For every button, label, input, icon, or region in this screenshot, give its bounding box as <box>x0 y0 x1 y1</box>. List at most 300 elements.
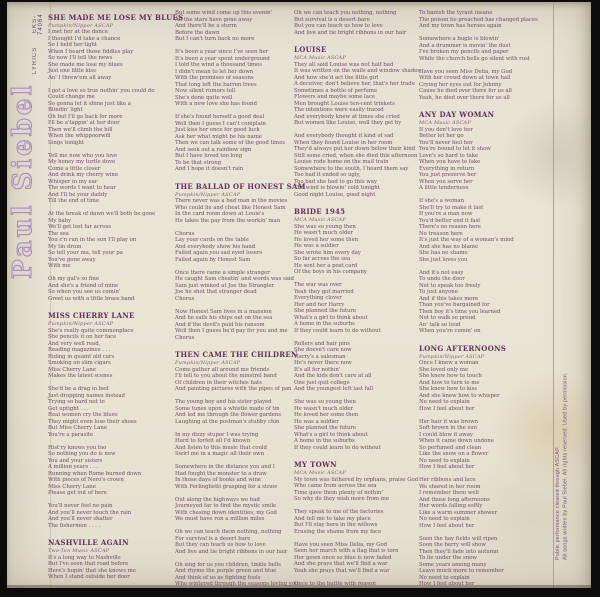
lyric-line: The words I want to hear <box>48 185 116 191</box>
lyric-line: Well then I guess I can't complain <box>175 120 266 127</box>
lyric-line: And led me through the flower gardens <box>175 412 282 418</box>
lyric-line: Not to speak too freely <box>419 282 481 289</box>
lyric-line: Have you seen Miss Delia, my God <box>419 68 513 75</box>
lyric-line: Good night Louise, good night <box>294 191 376 198</box>
lyric-line: The young boy and his sister played <box>175 399 272 405</box>
lyric-line: She'd be a drag in bed <box>48 386 109 392</box>
lyric-line: What's a girl to think about <box>294 431 368 438</box>
lyric-line: But they can teach us how to love <box>175 542 266 548</box>
lyric-line: So I held her tight <box>48 42 98 48</box>
lyric-line: When I heard those fiddles play <box>48 48 134 55</box>
lyric-line: When I stand outside her door <box>48 574 130 580</box>
lyric-line: She has no shame <box>419 250 468 256</box>
lyric-line: Then boy it's time you learned <box>419 308 501 315</box>
lyric-line: He loved her some then <box>294 236 359 243</box>
lyric-line: Men brought Louise ten-cent trinkets <box>294 100 395 107</box>
song-credit: MCA Music ASCAP <box>419 120 471 126</box>
lyric-line: Running when Rome burned down <box>48 470 142 477</box>
lyric-line: Chorus <box>175 230 195 237</box>
lyric-line: So nothing you do is new <box>48 451 116 457</box>
lyric-line: And she's a friend of mine <box>48 282 119 289</box>
lyric-line: Failed again you sad eyed losers <box>175 250 263 256</box>
song-title: THEN CAME THE CHILDREN <box>175 350 298 359</box>
lyric-line: She wrote him every day <box>294 249 361 256</box>
lyric-line: Like the snow on a flower <box>419 451 489 457</box>
song-title: ANY DAY WOMAN <box>419 110 495 119</box>
lyric-line: He takes the pay from the workin' man <box>175 217 281 224</box>
lyric-line: Had fought the monster to a draw <box>175 470 267 477</box>
lyric-line: So now I'll tell the news <box>48 55 113 61</box>
lyric-line: You and your sisters <box>48 457 103 464</box>
lyric-line: And a drummer is movin' the dust <box>419 42 511 49</box>
lyric-line: He loved her some then <box>294 412 359 418</box>
lyric-line: With her crowd down at town hall <box>419 75 511 81</box>
lyric-line: Reading magazines . . . <box>48 347 111 353</box>
lyric-line: He's never there now <box>294 360 352 366</box>
lyric-line: A home in the suburbs <box>294 438 355 444</box>
lyric-line: You'd better end it fast <box>419 217 481 224</box>
lyric-line: She just loves you <box>419 256 468 263</box>
lyric-line: So when you see us comin' <box>48 289 121 295</box>
lyric-line: Like a warm summer shower <box>419 509 498 516</box>
lyric-line: And it's not easy <box>419 269 464 276</box>
lyric-line: But you can teach us how to love <box>294 23 383 29</box>
lyric-line: So gonna let it shine just like a <box>48 100 131 107</box>
lyric-line: Greet us with a little brass band <box>48 295 135 302</box>
lyric-line: He sent her a post card <box>294 262 358 269</box>
lyric-line: Oh my gal's so fine <box>48 276 99 282</box>
lyric-line: She loved only me <box>419 366 469 373</box>
lyric-line: You'll never feel no pain <box>48 503 113 509</box>
song-title: MISS CHERRY LANE <box>48 311 135 320</box>
lyric-line: But I'll stay here in the willows <box>294 522 378 528</box>
lyric-line: Of children in their witches hats <box>175 379 262 386</box>
lyric-line: Her ribbons and lace <box>419 477 476 483</box>
lyric-line: She was so young then <box>294 399 356 405</box>
lyric-line: You just preserve her <box>419 172 477 178</box>
lyric-line: And very well read, <box>48 340 101 347</box>
lyric-line: I thought I'd take a chance <box>48 35 121 42</box>
lyric-line: If they could learn to do without <box>294 327 381 334</box>
lyric-line: Somewhere to the south, I heard them say <box>294 165 409 172</box>
lyric-line: Just kiss her once for good luck <box>175 127 260 133</box>
lyric-line: No need to explain <box>419 399 470 405</box>
lyric-line: When it came down undone <box>419 438 494 444</box>
lyric-line: Miss Cherry Lane <box>48 366 96 373</box>
lyric-line: And live and tie bright ribbons in our hair <box>294 29 407 36</box>
lyric-line: But I've seen that road before <box>48 561 129 567</box>
lyric-line: Flowers and maybe some lace <box>294 94 375 100</box>
lyric-line: Lay your cards on the table <box>175 237 249 243</box>
lyric-line: While the church bells go silent with rust <box>419 55 530 62</box>
lyric-line: Who wintered through the seasons loving you <box>175 581 299 587</box>
lyric-line: How I feel about her <box>419 581 475 587</box>
lyric-line: The sea <box>48 230 69 237</box>
lyric-line: To be that strong <box>175 159 222 166</box>
lyric-line: Please get out of here <box>48 490 107 496</box>
lyric-line: My tin drum <box>48 243 82 250</box>
lyric-line: And if this takes more <box>419 295 479 302</box>
lyric-line: Before the dawn <box>175 29 220 36</box>
lyric-line: Sometimes a bottle of perfume <box>294 87 377 94</box>
song-credit: Pumpkin/Nipper ASCAP <box>419 353 485 360</box>
lyric-line: With pieces of Nero's crown <box>48 477 124 483</box>
lyric-line: Love's so hard to take <box>419 152 479 159</box>
lyric-line: In the card room down at Louie's <box>175 211 265 217</box>
lyric-line: Everything in return <box>419 165 475 172</box>
lyric-line: Then they'll fade into autumn <box>419 548 499 555</box>
lyric-line: And drink my cherry wine <box>48 172 118 178</box>
lyric-line: Blindin' light <box>48 107 83 113</box>
lyric-line: And everybody show his hand <box>175 243 256 250</box>
lyric-line: Harry's a salesman <box>294 353 346 360</box>
lyric-line: What's a girl to think about <box>294 314 368 321</box>
lyric-line: Failed again by Honest Sam <box>175 256 251 263</box>
lyric-line: And listen to this music that could <box>175 444 267 451</box>
lyric-line: And you'll never touch the rain <box>48 509 132 516</box>
lyric-line: Her gown once so blue is now faded <box>294 554 392 561</box>
lyric-line: Tell me now who you love <box>48 152 118 159</box>
lyric-line: Come a little closer <box>48 165 101 172</box>
lyric-line: To undo the door <box>419 276 465 282</box>
lyric-line: No need to explain <box>419 516 470 522</box>
lyric-line: There never was a bad man in the movies <box>175 198 288 204</box>
lyric-line: Her hair it was brown <box>419 418 479 425</box>
song-credit: Pumpkin/Nipper ASCAP <box>48 22 114 29</box>
lyric-line: If she's a woman <box>419 198 465 204</box>
song-title: MY TOWN <box>294 460 337 469</box>
lyric-line: She's done quite well <box>175 94 233 101</box>
lyric-line: And I hope it doesn't rain <box>175 166 244 172</box>
lyric-line: The poison he preached has changed places <box>419 16 538 23</box>
lyric-line: Not to walk so proud <box>419 315 476 321</box>
lyric-line: But survival is a desert bare <box>294 16 370 23</box>
lyric-line: Now Honest Sam lives in a mansion <box>175 308 272 315</box>
lyric-line: I met her at the dance <box>48 29 108 35</box>
lyric-line: Yeah, he died over there for us all <box>419 94 510 101</box>
lyric-line: And she knew how to whisper <box>419 392 500 399</box>
lyric-line: They might even lose their shoes <box>48 418 137 425</box>
lyric-line: Everything clover <box>294 295 342 301</box>
lyric-line: Seen her march with a flag that is torn <box>294 548 399 554</box>
lyric-line: She doesn't care now <box>294 347 352 353</box>
lyric-line: We shared in her room <box>419 483 481 490</box>
lyric-line: Hist'ry knows you too <box>48 444 107 451</box>
lyric-line: If she's found herself a good deal <box>175 114 265 120</box>
lyric-line: To just anyone <box>419 289 458 295</box>
lyric-line: So far across the sea <box>294 256 351 262</box>
lyric-line: He was a soldier <box>294 418 339 425</box>
song-title: LONG AFTERNOONS <box>419 343 507 353</box>
lyric-line: Somewhere in the distance you and I <box>175 464 275 470</box>
song-credit: MCA Music ASCAP <box>294 217 346 223</box>
lyric-line: They speak to me of the factories <box>294 509 384 515</box>
lyric-line: That long left the barren trees <box>175 81 257 88</box>
lyric-line: Who could lie and cheat like Honest Sam <box>175 204 286 211</box>
lyric-line: It's just the way of a woman's mind <box>419 237 514 243</box>
lyric-line: If you're a man now <box>419 211 473 217</box>
lyric-line: The fishermen . . . . <box>48 522 101 529</box>
lyric-line: She'll try to make it last <box>419 204 484 211</box>
song-credit: MCA Music ASCAP <box>294 470 346 476</box>
lyric-line: You're bound to let it show <box>419 146 491 152</box>
lyric-line: Journeyed far to find the mystic smile <box>175 503 277 509</box>
lyric-line: My town was fathered by orphans, praise God <box>294 476 419 483</box>
lyric-line: How I feel about her <box>419 464 475 470</box>
lyric-line: I remember them well <box>419 490 479 496</box>
lyric-line: Whisper in my ear <box>48 178 98 185</box>
lyric-line: One just quit college <box>294 379 350 386</box>
lyric-line: Too bad it ended so ugly, <box>294 172 361 178</box>
lyric-line: He was a soldier <box>294 243 339 249</box>
lyric-line: Chorus <box>175 334 195 341</box>
lyric-line: With the promises of seasons <box>175 75 254 81</box>
lyric-line: An' talk so loud <box>419 321 461 328</box>
lyric-line: I'll tell to you about the minstrel band <box>175 373 277 379</box>
lyric-line: Have you seen Miss Delia, my God <box>294 541 388 548</box>
lyric-line: Out along the highways we had <box>175 496 260 503</box>
lyric-line: Smoking on slim cigars <box>48 360 111 366</box>
lyric-line: He caught Sam cheatin' and words was said <box>175 276 294 282</box>
lyrics-column-1 <box>48 10 184 581</box>
lyric-line: Trying so hard not to <box>48 399 105 405</box>
lyric-line: Makes the latest scenes <box>48 373 113 379</box>
lyric-line: Then we'll climb the hill <box>48 126 113 133</box>
lyric-line: Once there came a simple stranger <box>175 269 270 276</box>
lyric-line: The war was over <box>294 282 342 288</box>
lyric-line: Soon the hay fields will ripen <box>419 535 498 542</box>
lyric-line: The wind is blowin' cold tonight <box>294 185 380 191</box>
lyric-line: And live and tie bright ribbons in our hair <box>175 548 288 555</box>
lyric-line: Louise rode home on the mail train <box>294 159 389 165</box>
lyric-line: Here's hopin' that she knows me <box>48 567 136 574</box>
lyric-line: It's all for nothin' <box>294 366 341 373</box>
lyric-line: Real women cry the blues <box>48 412 118 418</box>
lyric-line: It's been a year spent underground <box>175 55 270 62</box>
lyric-line: They all said Louise was not half bad <box>294 61 394 68</box>
song-title: NASHVILLE AGAIN <box>48 538 129 547</box>
lyric-line: And you'll never shatter <box>48 516 113 522</box>
lyric-line: Just one little kiss <box>48 68 96 74</box>
lyric-line: Come gather all around me friends <box>175 366 270 373</box>
lyric-line: The intentions were easily traced <box>294 107 384 113</box>
lyric-line: But I can't turn back no more <box>175 36 255 42</box>
lyric-line: Chorus <box>175 295 195 302</box>
lyric-line: How I feel about her <box>419 405 475 412</box>
lyric-line: Soon the berry will show <box>419 542 486 548</box>
lyric-line: All the stars have gone away <box>175 16 253 23</box>
lyric-line: Miss Cherry Lane <box>48 483 96 490</box>
lyric-line: A little tenderness <box>419 185 469 191</box>
lyric-line: Cause he died over there for us all <box>419 88 512 94</box>
lyric-line: Of the boys in his company <box>294 269 367 275</box>
lyric-line: It's a long way to Nashville <box>48 554 121 561</box>
song-title: BRIDE 1945 <box>294 207 346 216</box>
lyric-line: When you have to fake <box>419 159 481 165</box>
lyric-line: Then we can talk some of the good times <box>175 140 286 146</box>
lyric-line: With chasing down identities, my God <box>175 509 277 516</box>
lyric-line: And everybody thought it kind of sad <box>294 133 394 139</box>
lyric-line: And seek out a rainbow sign <box>175 146 252 153</box>
lyric-line: But women like Louise, well they get by <box>294 120 402 126</box>
lyric-line: How I feel about her <box>419 522 475 529</box>
rights-line-2: Public performance cleared through ASCAP. <box>555 446 561 560</box>
lyric-line: And think of us as fighting fools <box>175 574 261 581</box>
lyric-line: Well then I guess he'd pay for you and me <box>175 328 288 334</box>
lyric-line: Get uptight . . . <box>48 405 89 412</box>
rights-notice <box>554 370 570 560</box>
lyric-line: Laughing at the postman's stubby chin <box>175 418 280 425</box>
lyric-line: She knew how to touch <box>419 373 482 379</box>
lyric-line: And I'll be your daddy <box>48 191 108 198</box>
lyric-line: Oh sing for us you children, tinkle bells <box>175 561 281 568</box>
lyric-line: Too bad she had to go this way <box>294 178 377 185</box>
lyric-line: No need to explain <box>419 574 470 581</box>
lyric-line: When you serve her <box>419 178 473 185</box>
lyric-line: With a new love she has found <box>175 101 257 107</box>
lyric-line: A million years . . . <box>48 464 99 470</box>
lyric-line: Her and her Harry <box>294 301 345 308</box>
lyric-line: Hard to forfeit all I'd known <box>175 438 251 444</box>
lyric-line: Erasing the shame from my face <box>294 528 382 535</box>
lyric-line: And if the devil's paid his ransom <box>175 321 265 328</box>
lyric-line: It was written on the walls and window shades <box>294 68 420 74</box>
lyric-line: But Miss Cherry Lane <box>48 425 107 431</box>
lyric-line: My honey my turtle dove <box>48 159 116 165</box>
lyric-line: Oh but I'll go back for more <box>48 113 123 120</box>
lyric-line: For survival is a desert bare <box>175 535 251 542</box>
lyric-line: When they found Louise in her room <box>294 139 393 146</box>
lyric-line: Sam just winked at Joe the Strangler <box>175 282 275 289</box>
lyric-line: And tell me to take my place <box>294 515 371 522</box>
lyric-line: Once I knew a woman <box>419 360 479 366</box>
lyric-line: Somewhere a bugle is blowin' <box>419 36 500 42</box>
lyric-line: An' I threw'em all away <box>48 74 112 81</box>
lyric-line: I got a love so true nothin' you could do <box>48 87 155 94</box>
lyric-line: He wasn't much older <box>294 230 354 236</box>
lyric-line: In my dizzy stupor I was trying <box>175 431 259 438</box>
lyric-line: They'd always put her down below their kind <box>294 146 416 152</box>
lyric-line: She pencils it on her face <box>48 334 117 340</box>
lyric-line: You're a parasite <box>48 431 94 438</box>
lyric-line: But I have loved too long <box>175 153 243 159</box>
lyric-line: When you're comin' on <box>419 328 481 334</box>
lyric-line: And there'll be a storm <box>175 23 237 29</box>
lyric-line: She planned the future <box>294 308 357 314</box>
lyric-line: We must have run a million miles <box>175 516 265 522</box>
lyric-line: And my town has heroes again <box>419 23 502 29</box>
lyric-line: Some tunes upon a whistle made of tin <box>175 405 280 412</box>
artist-name: Paul Siebel <box>8 82 38 280</box>
lyric-line: You'll never fool her <box>419 139 473 146</box>
lyric-line: I told the wind a thousand times <box>175 62 262 68</box>
lyric-line: We'll get lost far across <box>48 224 111 230</box>
lyric-line: I'll be a'tappin' at her door <box>48 120 120 126</box>
lyric-line: And everybody knew at times she cried <box>294 113 400 120</box>
lyrics-column-2 <box>175 10 306 588</box>
lyric-line: Who came from across the sea <box>294 483 377 489</box>
lyric-line: Her words falling softly <box>419 503 483 509</box>
song-title: LOUISE <box>294 45 327 54</box>
lyric-line: At the break of dawn we'll both be gone <box>48 211 156 217</box>
lyric-line: So tell your ma, tell your pa <box>48 250 123 256</box>
lyric-line: She was so young then <box>294 223 356 230</box>
lyric-line: There's no reason here <box>419 224 481 230</box>
song-title: THE BALLAD OF HONEST SAM <box>175 181 306 191</box>
lyrics-column-4 <box>419 10 546 588</box>
catalog-number: EKS-74064 <box>32 13 44 35</box>
lyric-line: Than you've bargained for <box>419 302 490 308</box>
lyric-line: A home in the suburbs <box>294 321 355 327</box>
lyric-line: You've gone away <box>48 256 96 263</box>
lyric-line: Yeah she prays that we'll find a war <box>294 567 390 574</box>
lyric-line: I could blow it away <box>419 431 473 438</box>
lyric-line: No treason here <box>419 230 463 237</box>
lyric-line: My baby <box>48 217 72 224</box>
lyric-line: Crying her eyes out for Johnny <box>419 81 502 88</box>
lyric-line: But some wind come up this evenin' <box>175 10 272 16</box>
lyric-line: Joe he shot that stranger dead <box>175 289 257 295</box>
spine-label-lyrics: LYRICS <box>32 46 38 74</box>
lyric-line: I've broken my pencils and paper <box>419 49 509 55</box>
lyric-line: And she prays that we'll find a war <box>294 561 388 567</box>
lyric-line: And the kids don't care at all <box>294 373 372 379</box>
lyric-line: And how she'd act the little girl <box>294 74 379 81</box>
lyric-line: I didn't mean to let her down <box>175 68 254 75</box>
lyric-line: Time gave them plenty of nothin' <box>294 489 383 496</box>
lyric-line: Ask her what might be his name <box>175 133 262 140</box>
lyric-line: Rollers and hair pins <box>294 340 350 347</box>
lyric-line: No need to explain <box>419 457 470 464</box>
lyric-line: Now silent rumors tell <box>175 88 236 94</box>
lyric-line: She knew how to kiss <box>419 386 478 392</box>
lyric-line: And painting pictures with the pipes of pan <box>175 386 292 392</box>
lyric-line: To banish the tyrant insane <box>419 10 493 16</box>
lyric-line: Oh we can teach them nothing, nothing <box>175 529 282 535</box>
lyric-line: So perfumed and clean <box>419 444 482 451</box>
lyric-line: A deceiver, don't believe her, that's her trade <box>294 81 415 87</box>
song-credit: Two-Ten Music ASCAP <box>48 548 110 554</box>
lyric-line: She's really quite commonplace <box>48 327 134 334</box>
song-credit: Pumpkin/Nipper ASCAP <box>175 360 241 366</box>
lyric-line: She made me lose my blues <box>48 61 123 68</box>
lyric-line: Oh we can teach you nothing, nothing <box>294 10 397 16</box>
lyric-line: To lie under the snow <box>419 555 477 561</box>
lyric-sheet <box>7 2 591 588</box>
lyric-line: Till the end of time <box>48 198 99 204</box>
lyric-line: Soft brown in the sun <box>419 425 477 431</box>
lyric-line: You c'n run in the sun I'll play on <box>48 237 137 243</box>
lyric-line: If they could learn to do without <box>294 444 381 451</box>
lyric-line: And she has no blame <box>419 243 478 250</box>
lyric-line: Leave much more to remember <box>419 568 504 574</box>
lyric-line: Some years among many <box>419 561 487 568</box>
lyric-line: Sings tonight <box>48 139 84 146</box>
lyric-line: Better let her go <box>419 133 464 139</box>
lyric-line: Riding in quaint old cars <box>48 353 115 360</box>
lyric-line: Once to the battle with reason <box>294 580 376 587</box>
lyric-line: And the youngest left last fall <box>294 386 374 392</box>
song-title: SHE MADE ME LOSE MY BLUES <box>48 12 184 22</box>
lyric-line: When the whippoorwill <box>48 133 111 139</box>
lyric-line: With me <box>48 263 71 269</box>
song-credit: Pumpkin/Nipper ASCAP <box>48 321 114 327</box>
lyric-line: And he sails his ships out on the sea <box>175 315 273 321</box>
lyric-line: So why do they wish more from me <box>294 496 389 502</box>
lyric-line: Could change me <box>48 94 95 100</box>
sleeve-bottom-shadow <box>7 585 591 588</box>
rights-line-1: All songs written by Paul Siebel. All rights reserved. Used by permission. <box>562 372 569 560</box>
